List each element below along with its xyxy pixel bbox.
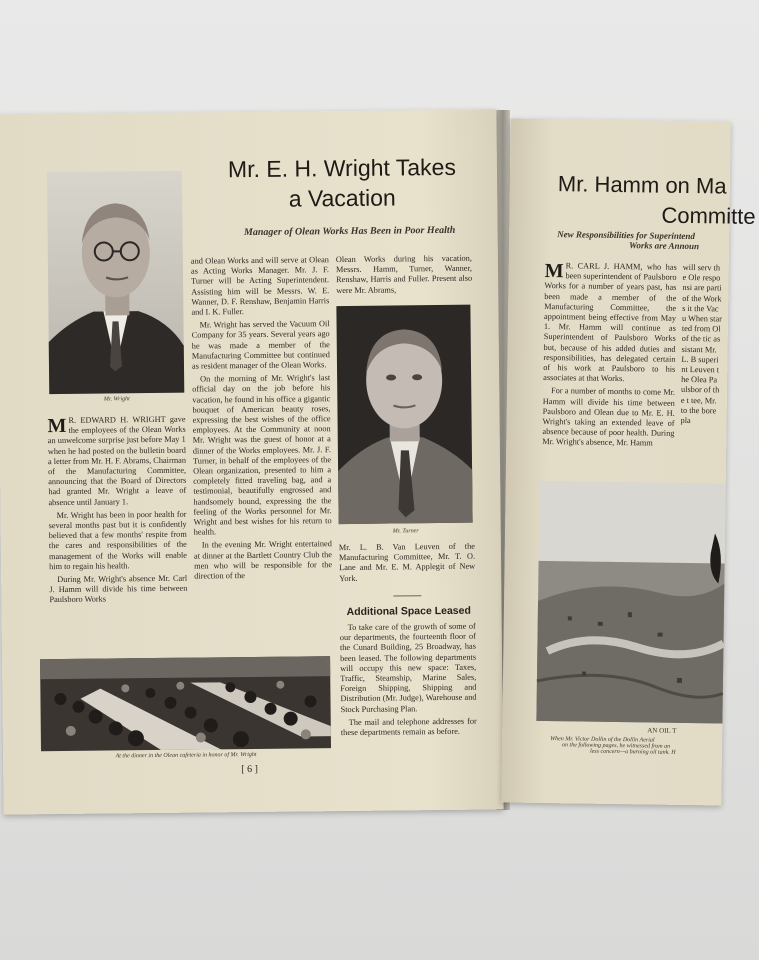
right-headline-line-2: Committe [661,202,756,229]
right-drop-cap: M [544,259,564,283]
column-2-paragraph-1: and Olean Works and will serve at Olean as Acting Works Manager. Mr. J. F. Turner will be Acting Superintendent. Assisting him will be Messrs. W. E. Wanner, D. F. Renshaw, Benjamin Harris and I. K. Fuller. [190,255,330,317]
section-paragraph-2: The mail and telephone addresses for these departments remain as before. [340,716,477,738]
column-3-paragraph-1: Olean Works during his vacation, Messrs. Hamm, Turner, Wanner, Renshaw, Harris and Fuller. Present also were Mr. Abrams, [335,253,473,295]
column-1-paragraph-3: During Mr. Wright's absence Mr. Carl J. Hamm will divide his time between Paulsboro Works [49,573,188,605]
page-number: [ 6 ] [241,763,258,776]
section-divider [393,595,421,596]
article-column-3-bottom [339,542,475,587]
right-subhead [557,229,757,252]
right-column-1-paragraph-2: For a number of months to come Mr. Hamm will divide his time between Paulsboro and Olean due to Mr. E. H. Wright's taking an extended leave of absence because of poor health. During Mr. Wright's absence, Mr. Hamm [542,386,676,448]
headline-line-2: a Vacation [288,184,396,212]
column-1-paragraph-1: R. EDWARD H. WRIGHT gave the employees of the Olean Works an unwelcome surprise just before May 1 when he had posted on the bulletin board a letter from Mr. H. F. Abrams, Chairman of the Manufacturing Committee, announcing that the Board of Directors had granted Mr. Wright a leave of absence until January 1. [47,414,187,507]
dinner-photo-caption: At the dinner in the Olean cafeteria in honor of Mr. Wright [115,751,257,760]
section-paragraph-1: To take care of the growth of some of our departments, the fourteenth floor of the Cunard Building, 25 Broadway, has been leased. The following departments will occupy this new space: Taxes, Traffic, Steamship, Marine Sales, Foreign Shipping, Shipping and Distribution (Mr. Judge), Warehouse and Stock Purchasing Plan. [339,621,477,714]
column-2-paragraph-3: On the morning of Mr. Wright's last official day on the job before his vacation, he found in his office a gigantic bouquet of American beauty roses, expressing the best wishes of the office employees. At the Community at noon Mr. Wright was the guest of honor at a dinner of the Works employees. Mr. J. F. Turner, in behalf of the employees of the Olean organization, presented to him a completely fitted traveling bag, and a testimonial, beautifully engrossed and handsomely bound, expressing the the feeling of the Works personnel for Mr. Wright and best wishes for his return to health. [192,373,332,537]
right-headline [557,169,758,232]
article-column-3-top [336,254,472,299]
article-headline [202,152,483,215]
left-page [0,109,504,814]
right-column-2-fragment: will serv the Ole responsi are parti of the Works it the Vacu When started from Ol of the tic assistant Mr. L. B superint Leuven the Olea Paulsbor of the t tee, Mr. to the bore pla [680,262,723,426]
column-2-paragraph-2: Mr. Wright has served the Vacuum Oil Company for 35 years. Several years ago he was made a member of the Manufacturing Committee but continued as resident manager of the Olean Works. [191,319,330,371]
aerial-caption-line-2: on the following pages, he witnessed from an [561,742,671,750]
portrait-wright-image [47,171,184,394]
section-heading-additional-space: Additional Space Leased [346,604,471,618]
portrait-turner-image [336,305,472,524]
dinner-photo-image [40,656,331,751]
portrait-turner-caption: Mr. Turner [392,528,419,535]
right-column-1-paragraph-1: R. CARL J. HAMM, who has been superintendent of Paulsboro Works for a number of years past, has been made a member of the Manufacturing Committee, the appointment being effective from May 1. Mr. Hamm will continue as Superintendent of Paulsboro Works but, because of his added duties and responsibilities, has delegated certain of his work at Paulsboro to his associates at that Works. [543,261,677,384]
right-column-1 [542,261,677,452]
portrait-wright-photo [47,171,184,394]
aerial-caption-heading: AN OIL T [647,726,677,735]
aerial-caption-line-1: When Mr. Victor Dollin of the Dollin Aerial [550,736,655,744]
portrait-turner-photo [336,305,472,524]
right-page [501,118,756,805]
aerial-caption-line-3: less concern—a burning oil tank. H [589,748,676,756]
article-subhead: Manager of Olean Works Has Been in Poor Health [243,224,456,239]
drop-cap: M [47,414,67,438]
article-column-1 [48,415,188,609]
aerial-photo-image [536,481,725,724]
section-additional-space-body [340,622,477,742]
headline-line-1: Mr. E. H. Wright Takes [227,153,457,183]
aerial-photo [536,481,725,724]
portrait-wright-caption: Mr. Wright [103,396,130,403]
column-2-paragraph-4: In the evening Mr. Wright entertained at dinner at the Bartlett Country Club the men who will be responsible for the direction of the [193,539,333,581]
aerial-caption-body [550,736,725,756]
column-3-paragraph-2: Mr. L. B. Van Leuven of the Manufacturing Committee, Mr. T. O. Lane and Mr. E. M. Applegit of New York. [338,541,476,583]
right-subhead-line-1: New Responsibilities for Superintend [557,229,696,242]
right-subhead-line-2: Works are Announ [628,240,700,252]
right-headline-line-1: Mr. Hamm on Ma [557,171,727,199]
article-column-2 [191,255,332,585]
column-1-paragraph-2: Mr. Wright has been in poor health for several months past but it is confidently believed that a few months' respite from the cares and responsibilities of the management of the Works will enable him to regain his health. [48,509,188,571]
dinner-photo [40,656,331,751]
